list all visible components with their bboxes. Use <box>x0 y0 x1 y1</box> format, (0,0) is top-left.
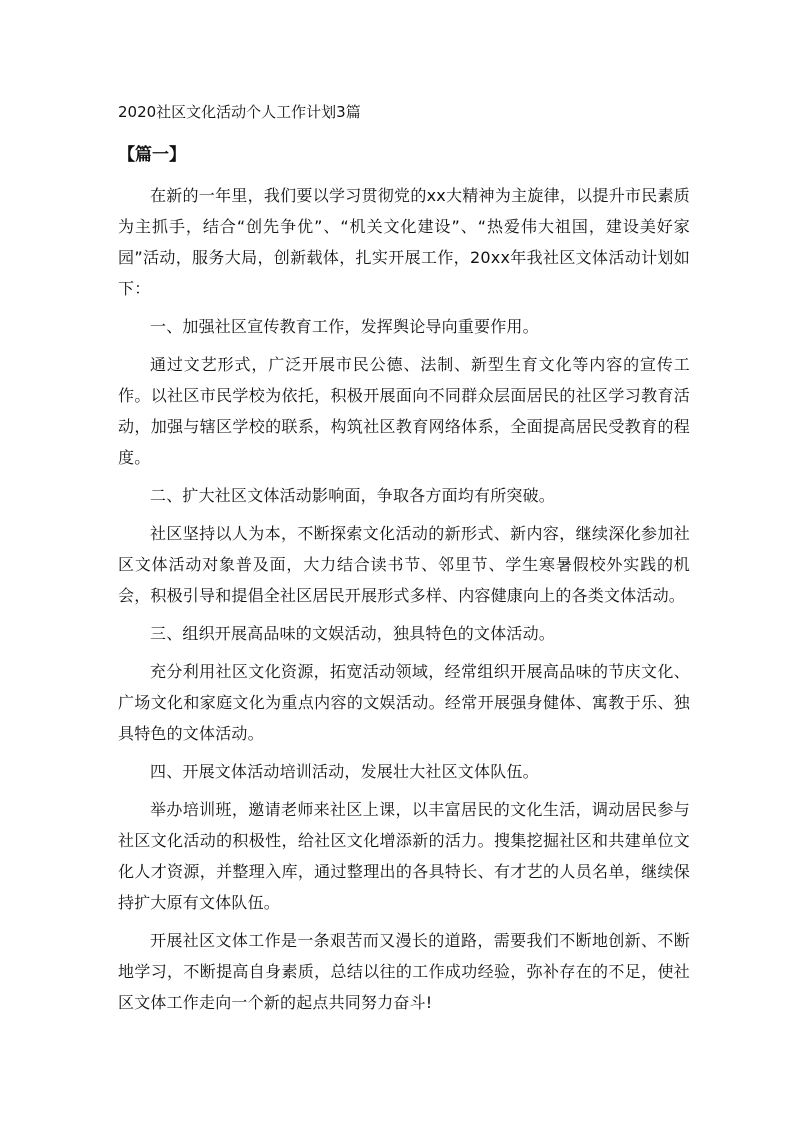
section-label: 【篇一】 <box>118 145 186 165</box>
paragraph-point-2: 社区坚持以人为本，不断探索文化活动的新形式、新内容，继续深化参加社区文体活动对象普及面，大力结合读书节、邻里节、学生寒暑假校外实践的机会，积极引导和提倡全社区居民开展形式多样、内容健康向上的各类文体活动。 <box>118 524 690 605</box>
heading-point-2: 二、扩大社区文体活动影响面，争取各方面均有所突破。 <box>150 486 556 505</box>
document-body <box>118 180 690 1018</box>
heading-point-3: 三、组织开展高品味的文娱活动，独具特色的文体活动。 <box>150 624 556 643</box>
paragraph-intro: 在新的一年里，我们要以学习贯彻党的xx大精神为主旋律，以提升市民素质为主抓手，结合“创先争优”、“机关文化建设”、“热爱伟大祖国，建设美好家园”活动，服务大局，创新载体，扎实开展工作，20xx年我社区文体活动计划如下： <box>118 186 690 298</box>
paragraph-point-1: 通过文艺形式，广泛开展市民公德、法制、新型生育文化等内容的宣传工作。以社区市民学校为依托，积极开展面向不同群众层面居民的社区学习教育活动，加强与辖区学校的联系，构筑社区教育网络体系，全面提高居民受教育的程度。 <box>118 355 690 467</box>
heading-point-4: 四、开展文体活动培训活动，发展壮大社区文体队伍。 <box>150 762 539 781</box>
heading-point-1: 一、加强社区宣传教育工作，发挥舆论导向重要作用。 <box>150 317 539 336</box>
paragraph-conclusion: 开展社区文体工作是一条艰苦而又漫长的道路，需要我们不断地创新、不断地学习，不断提高自身素质，总结以往的工作成功经验，弥补存在的不足，使社区文体工作走向一个新的起点共同努力奋斗! <box>118 931 690 1012</box>
paragraph-point-3: 充分利用社区文化资源，拓宽活动领域，经常组织开展高品味的节庆文化、广场文化和家庭文化为重点内容的文娱活动。经常开展强身健体、寓教于乐、独具特色的文体活动。 <box>118 662 690 743</box>
paragraph-point-4: 举办培训班，邀请老师来社区上课，以丰富居民的文化生活，调动居民参与社区文化活动的积极性，给社区文化增添新的活力。搜集挖掘社区和共建单位文化人才资源，并整理入库，通过整理出的各具特长、有才艺的人员名单，继续保持扩大原有文体队伍。 <box>118 800 690 912</box>
document-title: 2020社区文化活动个人工作计划3篇 <box>118 103 361 121</box>
